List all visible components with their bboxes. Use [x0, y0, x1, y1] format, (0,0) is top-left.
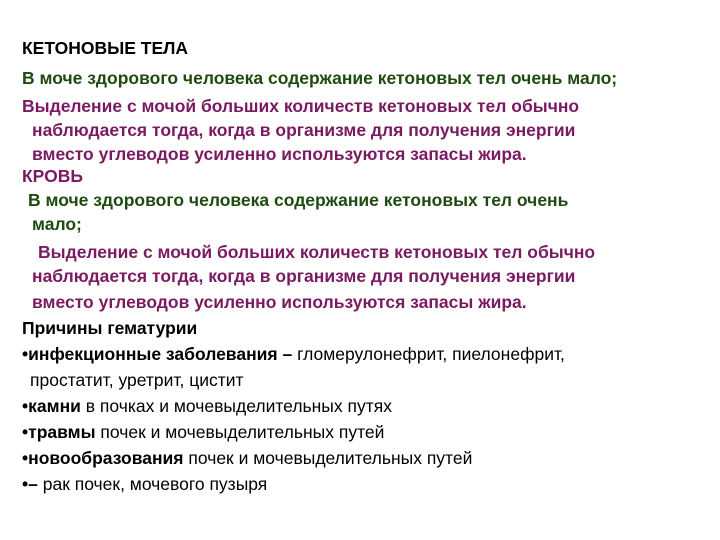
- heading-blood: КРОВЬ: [22, 166, 83, 186]
- urine-release-line-3: вместо углеводов усиленно используются запасы жира.: [32, 144, 527, 164]
- cause-term: –: [28, 474, 43, 494]
- bullet-icon: •: [22, 422, 29, 442]
- blood-normal-line-2: мало;: [32, 214, 82, 234]
- urine-release-line-2: наблюдается тогда, когда в организме для получения энергии: [32, 120, 576, 140]
- urine-release-line-1: Выделение с мочой больших количеств кетоновых тел обычно: [22, 96, 580, 116]
- bullet-icon: •: [22, 396, 29, 416]
- bullet-icon: •: [22, 344, 29, 364]
- cause-text: рак почек, мочевого пузыря: [42, 474, 268, 494]
- cause-text: почек и мочевыделительных путей: [95, 422, 385, 442]
- heading-ketone-bodies: КЕТОНОВЫЕ ТЕЛА: [22, 38, 189, 58]
- cause-item-neoplasms: [22, 448, 472, 468]
- cause-item-cancer: [22, 474, 267, 494]
- urine-normal-text: В моче здорового человека содержание кетоновых тел очень мало;: [22, 68, 618, 88]
- cause-term: камни: [28, 396, 81, 416]
- cause-text: гломерулонефрит, пиелонефрит,: [297, 344, 565, 364]
- bullet-icon: •: [22, 448, 29, 468]
- bullet-icon: •: [22, 474, 29, 494]
- cause-text: в почках и мочевыделительных путях: [80, 396, 392, 416]
- cause-term: инфекционные заболевания –: [28, 344, 298, 364]
- blood-normal-line-1: В моче здорового человека содержание кетоновых тел очень: [28, 190, 569, 210]
- cause-item-stones: [22, 396, 392, 416]
- heading-hematuria: Причины гематурии: [22, 318, 198, 338]
- blood-release-line-3: вместо углеводов усиленно используются запасы жира.: [32, 292, 527, 312]
- cause-term: новообразования: [28, 448, 184, 468]
- cause-item-infection: [22, 344, 565, 364]
- cause-term: травмы: [28, 422, 96, 442]
- blood-release-line-2: наблюдается тогда, когда в организме для получения энергии: [32, 266, 576, 286]
- cause-item-trauma: [22, 422, 384, 442]
- cause-item-infection-continuation: простатит, уретрит, цистит: [30, 370, 244, 390]
- blood-release-line-1: Выделение с мочой больших количеств кетоновых тел обычно: [38, 242, 596, 262]
- cause-text: почек и мочевыделительных путей: [183, 448, 473, 468]
